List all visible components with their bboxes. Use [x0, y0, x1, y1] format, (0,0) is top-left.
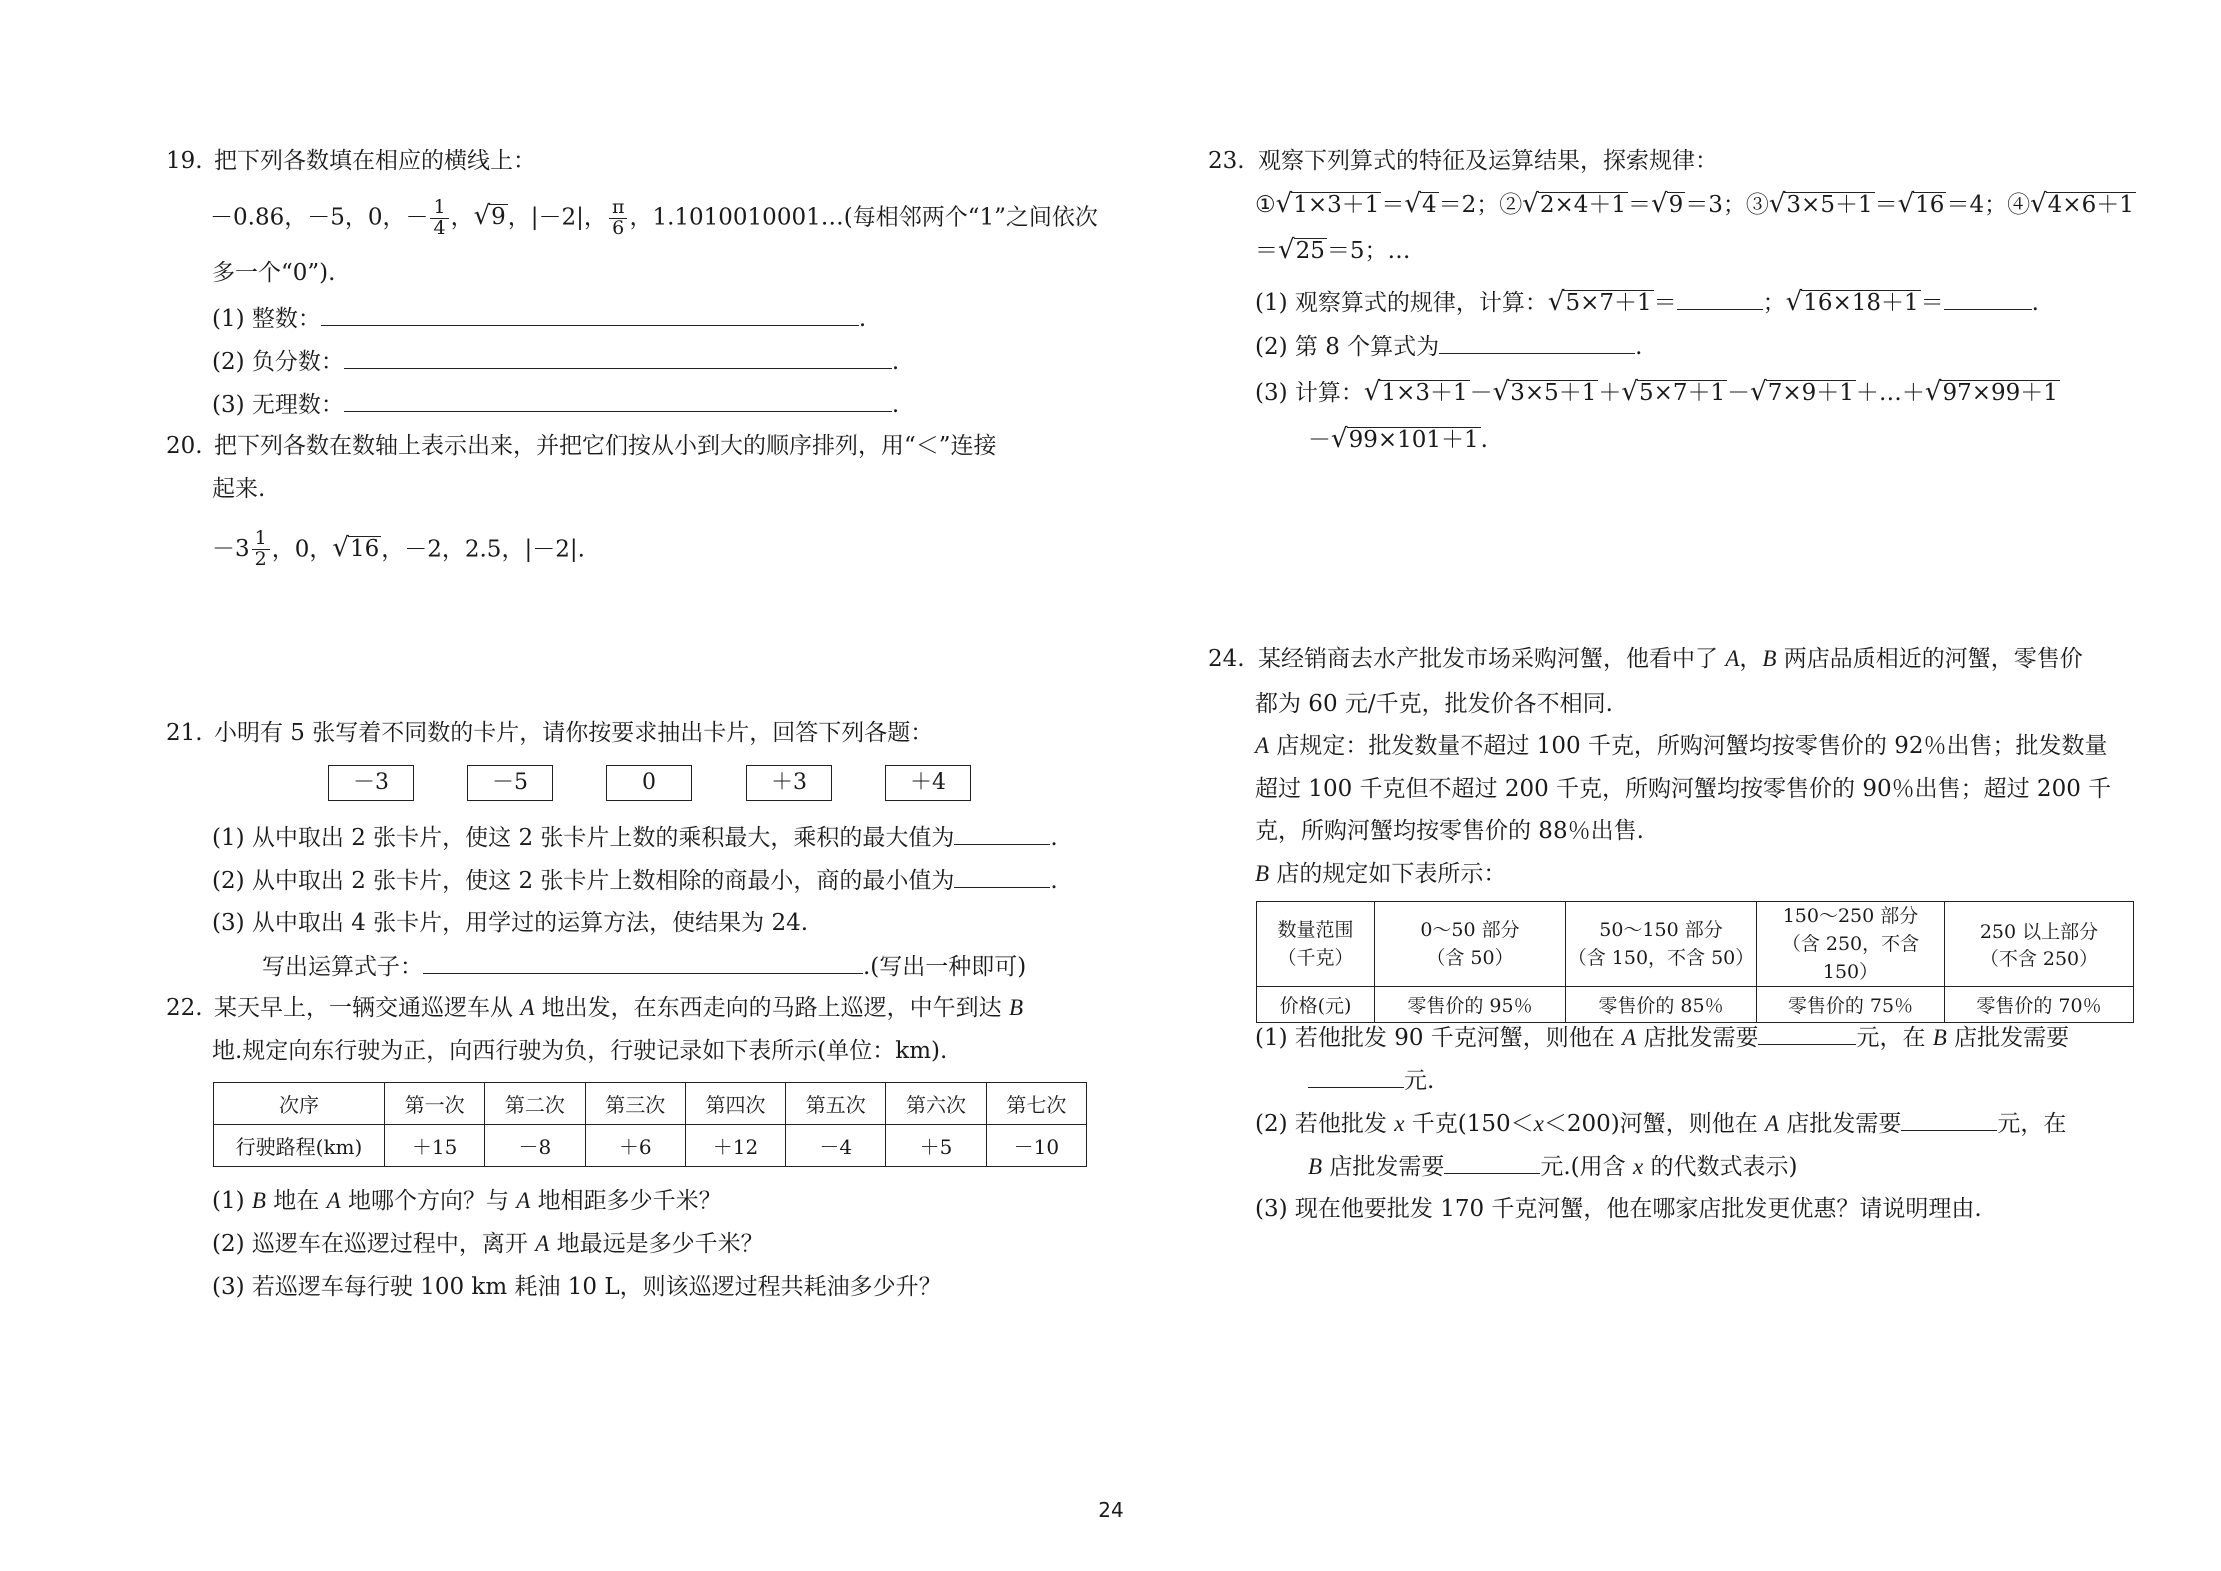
- q23-examples-line2: ＝ √ 25 ＝5；…: [1255, 235, 1411, 265]
- square-root: √ 16×18＋1: [1785, 287, 1919, 317]
- answer-blank[interactable]: [954, 865, 1050, 888]
- fraction: $\frac{1}{4}$: [430, 198, 448, 239]
- q21-part3-expression: 写出运算式子： .(写出一种即可): [262, 951, 1026, 982]
- answer-blank[interactable]: [1758, 1022, 1856, 1045]
- square-root: √ 7×9＋1: [1750, 377, 1854, 407]
- q22-stem: 某天早上，一辆交通巡逻车从 A 地出发，在东西走向的马路上巡逻，中午到达 B: [214, 995, 1024, 1021]
- answer-blank[interactable]: [1944, 287, 2032, 310]
- q19-number: 19.: [166, 148, 203, 174]
- q20-numbers-line: －3 $\frac{1}{2}$ ，0， √ 16 ，－2，2.5，|－2|.: [212, 527, 585, 570]
- square-root: √ 4×6＋1: [2030, 189, 2134, 219]
- fraction: $\frac{\pi}{6}$: [609, 198, 628, 239]
- q24-number: 24.: [1208, 646, 1245, 672]
- table-header-row: 数量范围 （千克） 0～50 部分 （含 50） 50～150 部分 （含 150，不含 50） 150～250 部分 （含 250，不含 150） 250 以上部分 （不含 250）: [1257, 902, 2134, 987]
- answer-blank[interactable]: [1677, 287, 1763, 310]
- q19-part3: (3) 无理数： .: [212, 389, 899, 420]
- square-root: √ 16: [1897, 189, 1945, 219]
- answer-blank[interactable]: [1439, 331, 1635, 354]
- q24-line6: B 店的规定如下表所示：: [1255, 861, 1507, 887]
- square-root: √ 5×7＋1: [1621, 377, 1726, 407]
- square-root: √ 25: [1278, 235, 1325, 265]
- q24-part2-continuation: B 店批发需要 元.(用含 x 的代数式表示): [1308, 1151, 1798, 1182]
- square-root: √ 97×99＋1: [1924, 377, 2058, 407]
- q24-part1: (1) 若他批发 90 千克河蟹，则他在 A 店批发需要 元，在 B 店批发需要: [1255, 1022, 2069, 1053]
- mixed-number: －3 $\frac{1}{2}$: [212, 529, 272, 570]
- square-root: √ 9: [473, 201, 506, 232]
- answer-blank[interactable]: [344, 346, 892, 369]
- q23-part2: (2) 第 8 个算式为 .: [1255, 331, 1642, 362]
- q23-number: 23.: [1208, 148, 1245, 174]
- q23-part1: (1) 观察算式的规律，计算： √ 5×7＋1 ＝ ； √ 16×18＋1 ＝ .: [1255, 287, 2039, 317]
- q24-part2: (2) 若他批发 x 千克(150＜x＜200)河蟹，则他在 A 店批发需要 元，在: [1255, 1108, 2066, 1139]
- card-5: ＋4: [885, 765, 971, 801]
- q24-line3: A 店规定：批发数量不超过 100 千克，所购河蟹均按零售价的 92％出售；批发数量: [1255, 733, 2108, 759]
- answer-blank[interactable]: [1901, 1108, 1997, 1131]
- card-2: －5: [467, 765, 553, 801]
- q19-part1: (1) 整数： .: [212, 303, 866, 334]
- page-number: 24: [1098, 1498, 1124, 1522]
- q19-continuation: 多一个“0”).: [212, 260, 336, 286]
- q21-part3: (3) 从中取出 4 张卡片，用学过的运算方法，使结果为 24.: [212, 910, 809, 936]
- q22-part3: (3) 若巡逻车每行驶 100 km 耗油 10 L，则该巡逻过程共耗油多少升？: [212, 1274, 942, 1300]
- square-root: √ 5×7＋1: [1547, 287, 1652, 317]
- square-root: √ 4: [1404, 189, 1437, 219]
- q20-continuation: 起来.: [212, 476, 266, 502]
- q23-stem: 观察下列算式的特征及运算结果，探索规律：: [1258, 148, 1718, 174]
- table-row: 价格(元) 零售价的 95％ 零售价的 85％ 零售价的 75％ 零售价的 70％: [1257, 987, 2134, 1023]
- q23-part3: (3) 计算： √ 1×3＋1 － √ 3×5＋1 ＋ √ 5×7＋1 － √ 7×9＋1 ＋…＋ √ 97×99＋1: [1255, 377, 2058, 407]
- q23-examples-line1: ① √ 1×3＋1 ＝ √ 4 ＝2；② √ 2×4＋1 ＝ √ 9 ＝3；③ √ 3×5＋1 ＝ √ 16 ＝4；④ √ 4×6＋1: [1255, 189, 2134, 219]
- q22-part1: (1) B 地在 A 地哪个方向？与 A 地相距多少千米？: [212, 1188, 722, 1214]
- square-root: √ 2×4＋1: [1522, 189, 1626, 219]
- q22-number: 22.: [166, 995, 203, 1021]
- q22-part2: (2) 巡逻车在巡逻过程中，离开 A 地最远是多少千米？: [212, 1231, 764, 1257]
- q22-stem-continuation: 地.规定向东行驶为正，向西行驶为负，行驶记录如下表所示(单位：km).: [212, 1038, 948, 1064]
- answer-blank[interactable]: [1444, 1151, 1540, 1174]
- q23-part3-continuation: － √ 99×101＋1 .: [1308, 424, 1488, 454]
- square-root: √ 16: [332, 533, 380, 564]
- square-root: √ 3×5＋1: [1768, 189, 1873, 219]
- square-root: √ 1×3＋1: [1275, 189, 1380, 219]
- q19-part2: (2) 负分数： .: [212, 346, 899, 377]
- square-root: √ 9: [1650, 189, 1684, 219]
- q24-part3: (3) 现在他要批发 170 千克河蟹，他在哪家店批发更优惠？请说明理由.: [1255, 1196, 1982, 1222]
- q24-table: [1256, 901, 2134, 1023]
- card-1: －3: [328, 765, 414, 801]
- answer-blank[interactable]: [344, 389, 892, 412]
- q21-stem: 小明有 5 张写着不同数的卡片，请你按要求抽出卡片，回答下列各题：: [214, 720, 934, 746]
- square-root: √ 99×101＋1: [1331, 424, 1479, 454]
- q21-part1: (1) 从中取出 2 张卡片，使这 2 张卡片上数的乘积最大，乘积的最大值为 .: [212, 822, 1058, 853]
- q24-line1: 某经销商去水产批发市场采购河蟹，他看中了 A，B 两店品质相近的河蟹，零售价: [1258, 646, 2083, 672]
- square-root: √ 1×3＋1: [1363, 377, 1468, 407]
- q22-table: [213, 1082, 1087, 1167]
- q19-stem: 把下列各数填在相应的横线上：: [214, 148, 536, 174]
- answer-blank[interactable]: [321, 303, 859, 326]
- table-row: 行驶路程(km) ＋15 －8 ＋6 ＋12 －4 ＋5 －10: [214, 1125, 1087, 1167]
- answer-blank[interactable]: [954, 822, 1050, 845]
- answer-blank[interactable]: [1308, 1065, 1404, 1088]
- q24-line4: 超过 100 千克但不超过 200 千克，所购河蟹均按零售价的 90％出售；超过 200 千: [1255, 776, 2112, 802]
- table-header-row: 次序 第一次 第二次 第三次 第四次 第五次 第六次 第七次: [214, 1083, 1087, 1125]
- q24-line2: 都为 60 元/千克，批发价各不相同.: [1255, 691, 1613, 717]
- q20-number: 20.: [166, 433, 203, 459]
- q21-number: 21.: [166, 720, 203, 746]
- q24-line5: 克，所购河蟹均按零售价的 88％出售.: [1255, 818, 1644, 844]
- card-3: 0: [606, 765, 692, 801]
- card-4: ＋3: [746, 765, 832, 801]
- answer-blank[interactable]: [423, 951, 863, 974]
- q21-part2: (2) 从中取出 2 张卡片，使这 2 张卡片上数相除的商最小，商的最小值为 .: [212, 865, 1058, 896]
- q24-part1-continuation: 元.: [1308, 1065, 1434, 1096]
- square-root: √ 3×5＋1: [1492, 377, 1597, 407]
- q20-stem: 把下列各数在数轴上表示出来，并把它们按从小到大的顺序排列，用“＜”连接: [214, 433, 997, 459]
- q19-numbers-line: －0.86，－5，0，－ $\frac{1}{4}$ ， √ 9 ，|－2|， $\frac{\pi}{6}$ ，1.1010010001…(每相邻两个“1”之间依次: [210, 196, 1098, 239]
